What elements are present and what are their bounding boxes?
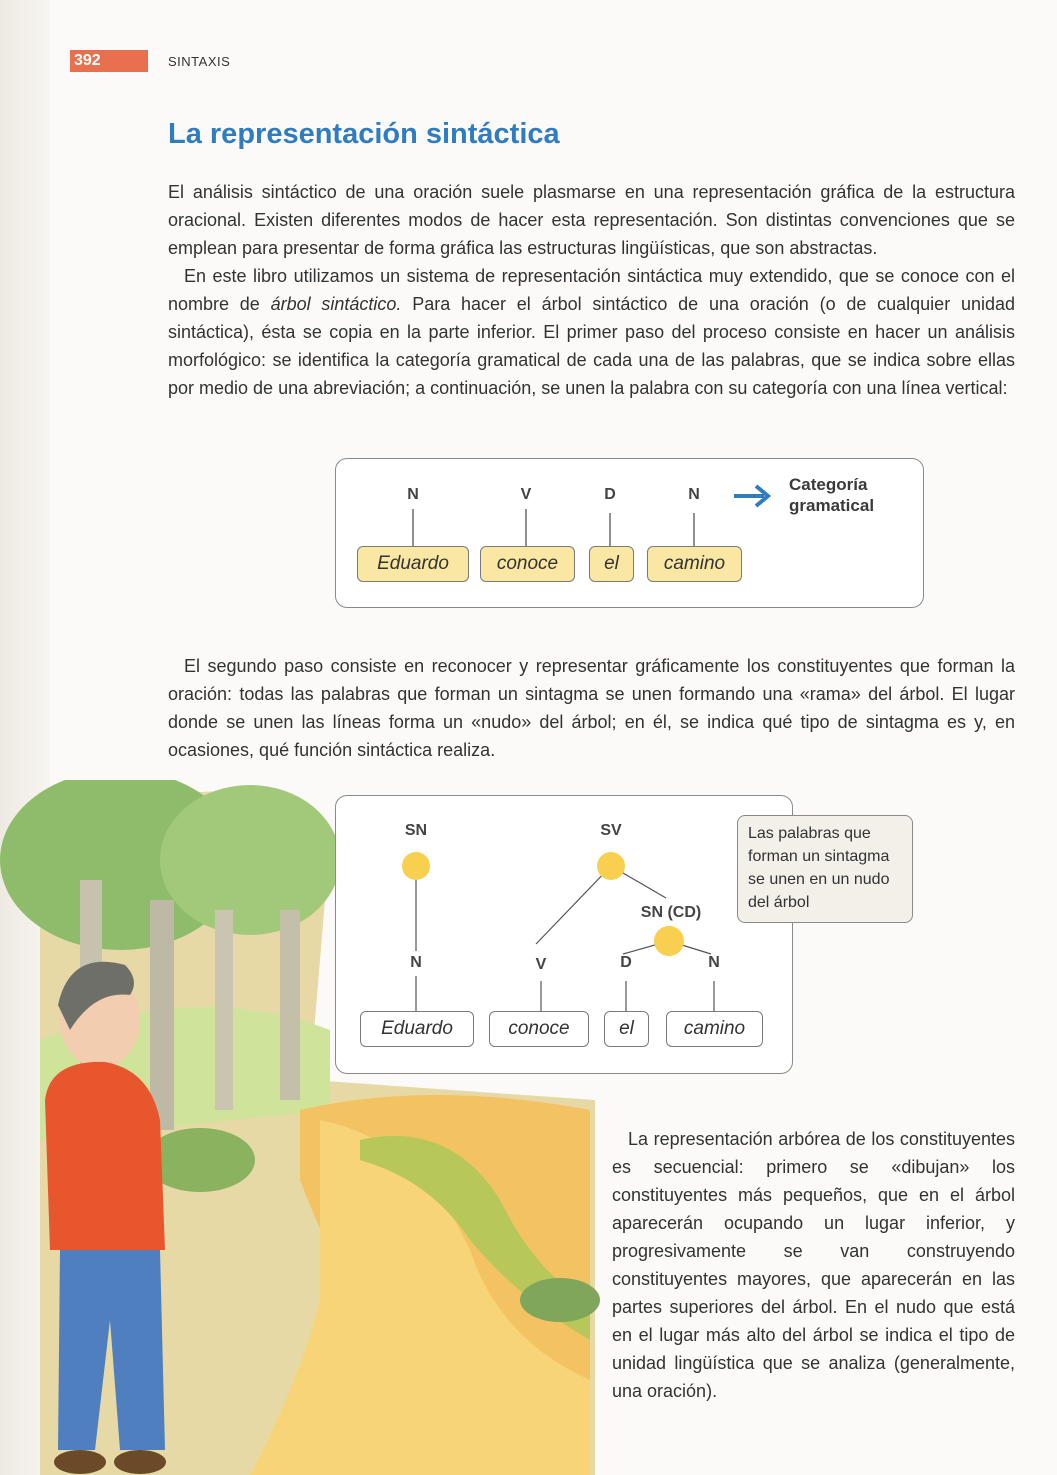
- page-number: 392: [70, 50, 148, 72]
- category-label: D: [620, 954, 632, 971]
- category-label: N: [407, 486, 419, 503]
- section-label: SINTAXIS: [168, 54, 231, 69]
- category-label: V: [520, 486, 532, 503]
- tree-node-sv: [597, 852, 625, 880]
- diagram-syntax-tree: [335, 795, 793, 1074]
- paragraph-2-text-b: Para hacer el árbol sintáctico de una oración (o de cualquier unidad sintáctica), ésta se copia en la parte inferior. El primer paso del proceso consiste en hacer un análisis morfológico: se identifica la categoría gramatical de cada una de las palabras, que se indica sobre ellas por medio de una abreviación; a continuación, se unen la palabra con su categoría con una línea vertical:: [168, 294, 1016, 398]
- arrow-right-icon: [734, 486, 768, 506]
- category-label: N: [708, 954, 720, 971]
- category-label: N: [410, 954, 422, 971]
- word-box: el: [604, 1011, 649, 1047]
- category-label: V: [535, 956, 547, 973]
- tree-node-sn: [402, 852, 430, 880]
- category-caption-line-1: Categoría: [789, 475, 868, 494]
- category-label: D: [604, 486, 616, 503]
- node-label-sn: SN: [404, 822, 428, 839]
- paragraph-4: La representación arbórea de los constituyentes es secuencial: primero se «dibujan» los constituyentes más pequeños, que en el árbol aparecerán ocupando un lugar inferior, y progresivamente se van construyendo constituyentes mayores, que aparecerán en las partes superiores del árbol. En el nudo que está en el lugar más alto del árbol se indica el tipo de unidad lingüística que se analiza (generalmente, una oración).: [612, 1129, 1015, 1401]
- word-box: conoce: [480, 546, 575, 582]
- syntax-tree-note: Las palabras que forman un sintagma se unen en un nudo del árbol: [737, 815, 913, 923]
- paragraph-2-term: árbol sintáctico.: [270, 294, 402, 314]
- page-title: La representación sintáctica: [168, 118, 560, 150]
- word-box: camino: [666, 1011, 763, 1047]
- word-box: camino: [647, 546, 742, 582]
- word-box: Eduardo: [357, 546, 469, 582]
- tree-node-sn-cd: [654, 926, 684, 956]
- node-label-sv: SV: [600, 822, 622, 839]
- paragraph-2-text-a: En este libro utilizamos un sistema de representación sintáctica muy extendido, que se conoce con el nombre de: [168, 266, 1015, 314]
- category-caption-line-2: gramatical: [789, 496, 875, 515]
- node-label-sn-cd: SN (CD): [640, 904, 702, 921]
- paragraph-3: El segundo paso consiste en reconocer y representar gráficamente los constituyentes que forman la oración: todas las palabras que forman un sintagma se unen formando una «rama» del árbol. El lugar donde se unen las líneas forma un «nudo» del árbol; en él, se indica qué tipo de sintagma es y, en ocasiones, qué función sintáctica realiza.: [168, 656, 1015, 760]
- word-box: Eduardo: [360, 1011, 474, 1047]
- diagram-morphology: [335, 458, 924, 608]
- word-box: conoce: [489, 1011, 589, 1047]
- paragraph-2: [168, 262, 1015, 402]
- word-box: el: [589, 546, 634, 582]
- category-label: N: [688, 486, 700, 503]
- paragraph-1: El análisis sintáctico de una oración suele plasmarse en una representación gráfica de la estructura oracional. Existen diferentes modos de hacer esta representación. Son distintas convenciones que se emplean para presentar de forma gráfica las estructuras lingüísticas, que son abstractas.: [168, 182, 1015, 258]
